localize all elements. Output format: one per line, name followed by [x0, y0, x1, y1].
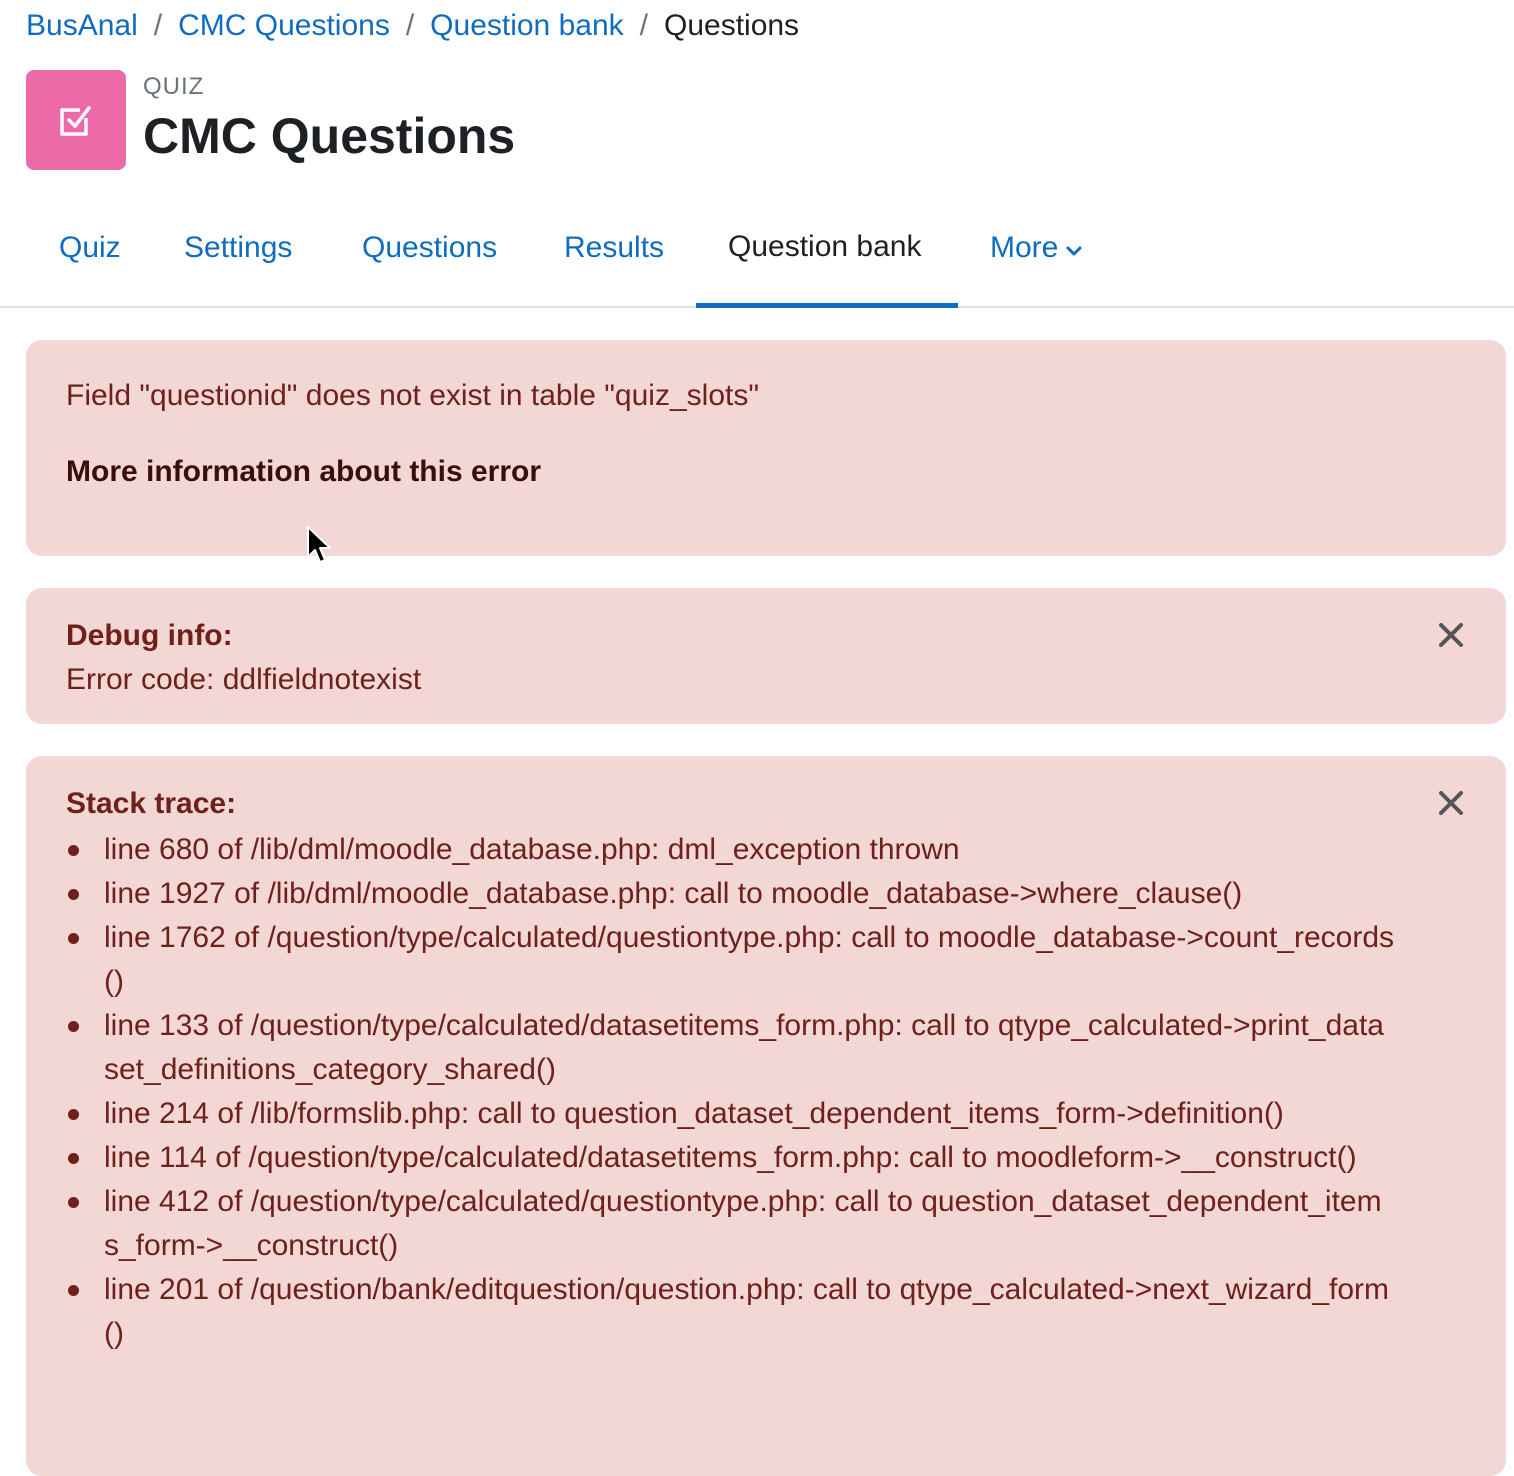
- breadcrumb-link-question-bank[interactable]: Question bank: [430, 9, 624, 42]
- mouse-pointer-icon: [306, 525, 334, 565]
- page-header: [26, 70, 515, 170]
- stack-trace-line: line 1762 of /question/type/calculated/questiontype.php: call to moodle_database->count_records(): [66, 916, 1396, 1004]
- error-alert: [26, 340, 1506, 556]
- stack-trace-list: [66, 828, 1396, 1356]
- more-info-link[interactable]: More information about this error: [66, 455, 542, 488]
- close-icon[interactable]: [1436, 788, 1466, 818]
- stack-trace-alert: [26, 756, 1506, 1476]
- breadcrumb: [26, 6, 799, 46]
- title-block: [143, 70, 515, 166]
- tab-questions[interactable]: [330, 190, 529, 306]
- secondary-navigation: [0, 190, 1514, 308]
- page-title: CMC Questions: [143, 108, 516, 164]
- debug-info-alert: [26, 588, 1506, 724]
- error-message: Field "questionid" does not exist in table "quiz_slots": [66, 379, 759, 412]
- tab-label: Quiz: [59, 231, 121, 264]
- tab-settings[interactable]: [152, 190, 324, 306]
- stack-trace-heading: Stack trace:: [66, 787, 237, 820]
- breadcrumb-separator: /: [405, 9, 415, 42]
- breadcrumb-link-course[interactable]: BusAnal: [26, 9, 138, 42]
- tab-label: Settings: [184, 231, 293, 264]
- breadcrumb-current: Questions: [663, 9, 800, 42]
- tab-more[interactable]: [958, 190, 1114, 306]
- chevron-down-icon: [1066, 231, 1082, 265]
- stack-trace-line: line 214 of /lib/formslib.php: call to question_dataset_dependent_items_form->definition(): [66, 1092, 1396, 1136]
- stack-trace-line: line 412 of /question/type/calculated/questiontype.php: call to question_dataset_dependent_items_form->__construct(): [66, 1180, 1396, 1268]
- breadcrumb-link-quiz[interactable]: CMC Questions: [178, 9, 390, 42]
- error-code: Error code: ddlfieldnotexist: [66, 663, 422, 696]
- stack-trace-line: line 201 of /question/bank/editquestion/question.php: call to qtype_calculated->next_wizard_form(): [66, 1268, 1396, 1356]
- tab-question-bank[interactable]: [696, 190, 958, 308]
- tab-label: Questions: [362, 231, 498, 264]
- tab-label: More: [990, 231, 1059, 264]
- stack-trace-line: line 1927 of /lib/dml/moodle_database.php: call to moodle_database->where_clause(): [66, 872, 1396, 916]
- stack-trace-line: line 133 of /question/type/calculated/datasetitems_form.php: call to qtype_calculated->print_dataset_definitions_category_shared(): [66, 1004, 1396, 1092]
- tab-quiz[interactable]: [27, 190, 153, 306]
- quiz-checkbox-icon: [26, 70, 126, 170]
- tab-label: Results: [564, 231, 665, 264]
- debug-info-heading: Debug info:: [66, 619, 233, 652]
- tab-results[interactable]: [532, 190, 696, 306]
- close-icon[interactable]: [1436, 620, 1466, 650]
- stack-trace-line: line 680 of /lib/dml/moodle_database.php: dml_exception thrown: [66, 828, 1396, 872]
- breadcrumb-separator: /: [639, 9, 648, 42]
- stack-trace-line: line 114 of /question/type/calculated/datasetitems_form.php: call to moodleform->__construct(): [66, 1136, 1396, 1180]
- tab-label: Question bank: [728, 229, 922, 263]
- breadcrumb-separator: /: [153, 9, 163, 42]
- activity-type-label: QUIZ: [143, 73, 205, 100]
